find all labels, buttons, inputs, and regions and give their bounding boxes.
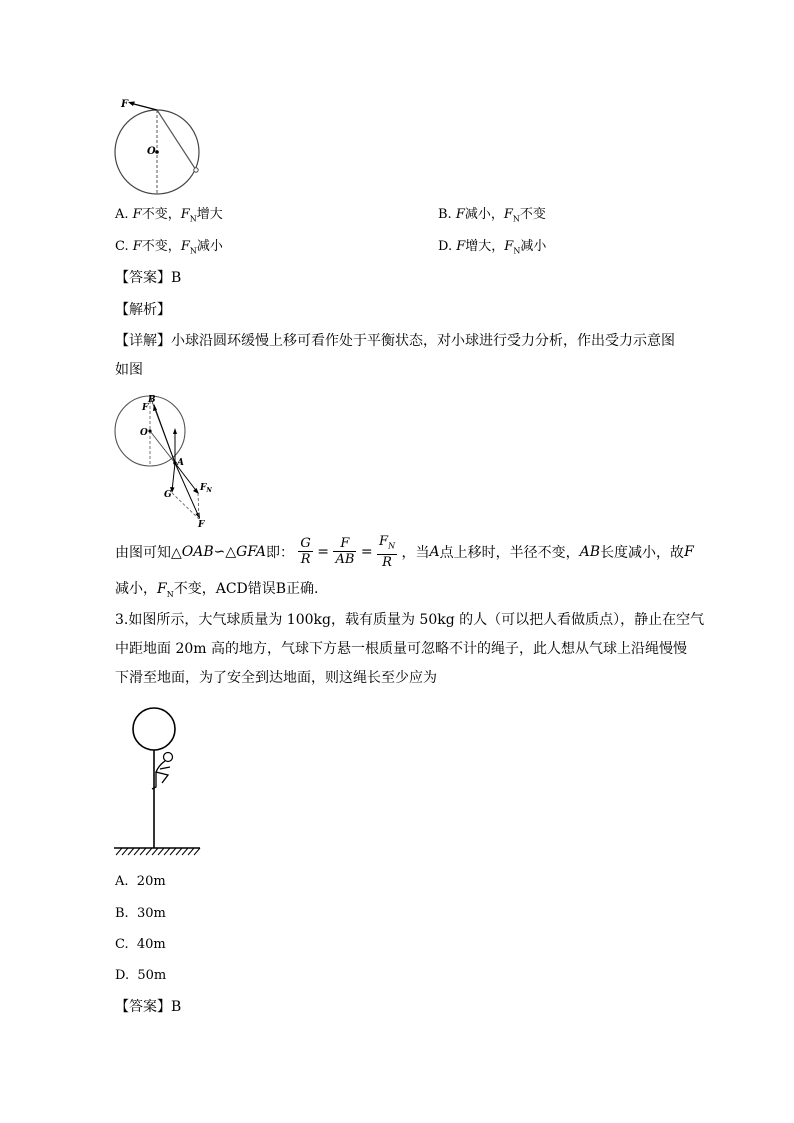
q3-option-D: D. 50m (115, 968, 167, 983)
fig2-label-A: A (177, 458, 184, 468)
balloon-figure (112, 705, 202, 860)
force-analysis-diagram (110, 393, 220, 533)
q3-option-B: B. 30m (115, 906, 166, 921)
fraction-F-over-AB: $\frac{F}{AB}$ (335, 536, 355, 568)
option-C: C. F不变，$F_N$减小 (115, 239, 223, 256)
fig2-label-F-bottom: F (198, 520, 205, 530)
fig1-label-F: F (121, 99, 129, 110)
q2-detail: 【详解】小球沿圆环缓慢上移可看作处于平衡状态，对小球进行受力分析，作出受力示意图 (115, 333, 675, 349)
fraction-FN-over-R: $\frac{F_N}{R}$ (379, 534, 396, 570)
option-B: B. F减小，$F_N$不变 (438, 207, 546, 224)
fraction-G-over-R: $\frac{G}{R}$ (300, 536, 311, 568)
q2-detail-line2: 如图 (115, 362, 143, 378)
circle-force-diagram-1 (110, 92, 210, 198)
fig2-label-O: O (140, 428, 148, 438)
fig2-label-G: G (164, 490, 172, 500)
fig2-label-B: B (148, 395, 156, 405)
option-D: D. F增大，$F_N$减小 (438, 239, 547, 256)
fig2-label-FN: $F_N$ (200, 483, 212, 494)
fig2-label-F-top: F (142, 403, 149, 413)
q3-option-C: C. 40m (115, 937, 166, 952)
q3-option-A: A. 20m (115, 874, 166, 889)
q2-analysis-heading: 【解析】 (115, 302, 171, 318)
q3-stem: 3.如图所示，大气球质量为 100kg，载有质量为 50kg 的人（可以把人看做质点），静止在空气 中距地面 20m 高的地方，气球下方悬一根质量可忽略不计的绳子，此人想从气球上沿绳慢慢 下滑至地面，为了安全到达地面，则这绳长至少应为 (115, 612, 705, 686)
q2-answer: 【答案】B (115, 270, 182, 286)
q2-conclusion-line2: 减小，$F_N$不变，ACD错误B正确. (115, 581, 319, 599)
q3-answer: 【答案】B (115, 999, 182, 1015)
q2-conclusion-line1: 由图可知△OAB∽△GFA即： $\frac{G}{R}$ = $\frac{F}{AB}$ = $\frac{F_N}{R}$ ，当A点上移时，半径不变，AB长度减小，故F (115, 534, 694, 570)
option-A: A. F不变，$F_N$增大 (115, 207, 223, 224)
fig1-label-O: O (147, 146, 156, 157)
